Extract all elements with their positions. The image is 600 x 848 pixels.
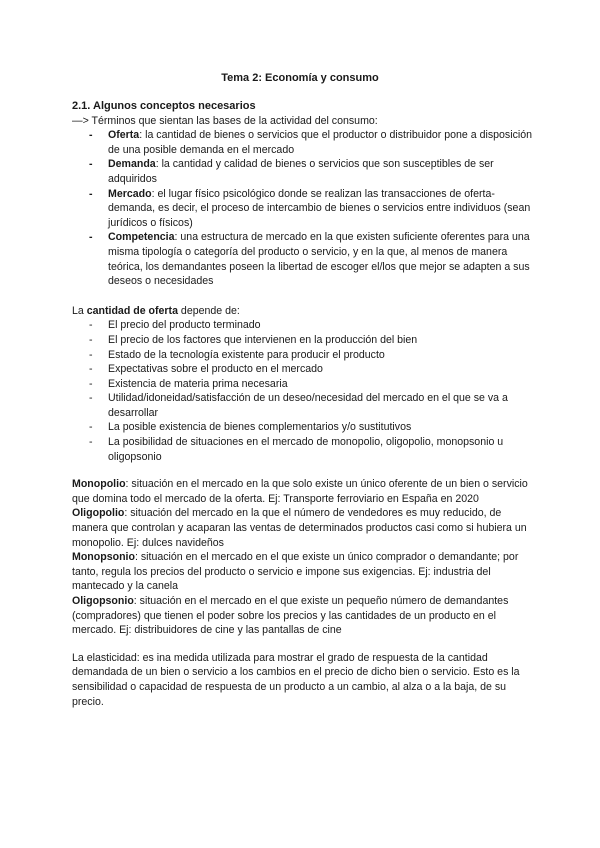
list-item: - El precio del producto terminado [72, 318, 532, 333]
list-item: - Estado de la tecnología existente para producir el producto [72, 348, 532, 363]
list-item: - La posible existencia de bienes complementarios y/o sustitutivos [72, 420, 532, 435]
term-name: Oferta [108, 129, 140, 142]
elasticidad-paragraph: La elasticidad: es ina medida utilizada para mostrar el grado de respuesta de la cantidad demandada de un bien o servicio a los cambios en el precio de dicho bien o servicio. Esto es la sensibilidad o capacidad de respuesta de un producto a un cambio, al alza o a la baja, de su precio. [72, 651, 520, 708]
term-name: Mercado [108, 187, 152, 200]
list-item: - Existencia de materia prima necesaria [72, 377, 532, 392]
term-text: : la cantidad y calidad de bienes o servicios que son susceptibles de ser adquiridos [108, 158, 494, 185]
term-name: Demanda [108, 158, 156, 171]
term-text: : una estructura de mercado en la que existen suficiente oferentes para una misma tipología o categoría del producto o servicio, y en la que, al menos de manera teórica, los demandantes poseen la libertad de escoger el/los que mejor se adapten a sus deseos o necesidades [108, 231, 530, 288]
section-heading: 2.1. Algunos conceptos necesarios [72, 100, 256, 112]
list-item: - Utilidad/idoneidad/satisfacción de un deseo/necesidad del mercado en el que se va a desarrollar [72, 391, 532, 420]
definition-term: Monopolio [72, 478, 126, 491]
oferta-lead-text: La [72, 304, 87, 317]
oferta-lead [72, 304, 532, 319]
term-text: : el lugar físico psicológico donde se realizan las transacciones de oferta-demanda, es decir, el proceso de intercambio de bienes o servicios entre individuos (sean jurídicos o físicos) [108, 187, 531, 229]
definition-text: : situación en el mercado en el que existe un único comprador o demandante; por tanto, regula los precios del producto o servicio e impone sus exigencias. Ej: industria del mantecado y la canela [72, 551, 519, 593]
list-item: - La posibilidad de situaciones en el mercado de monopolio, oligopolio, monopsonio u oligopsonio [72, 435, 532, 464]
oferta-tail-text: depende de: [177, 304, 240, 317]
definition-term: Oligopsonio [72, 595, 134, 607]
term-item [72, 187, 532, 231]
definition-text: : situación en el mercado en el que existe un pequeño número de demandantes (compradores) que tienen el poder sobre los precios y las cantidades de un producto en el mercado. Ej: distribuidores de cine y las pantallas de cine [72, 595, 509, 637]
definition-text: : situación en el mercado en la que solo existe un único oferente de un bien o servicio que domina todo el mercado de la oferta. Ej: Transporte ferroviario en España en 2020 [72, 478, 528, 505]
definition-paragraph [72, 550, 532, 594]
document-body [72, 99, 532, 709]
definition-paragraph [72, 506, 532, 550]
list-item: - El precio de los factores que intervienen en la producción del bien [72, 333, 532, 348]
term-item [72, 157, 532, 186]
term-item [72, 230, 532, 288]
definition-paragraph [72, 594, 532, 638]
oferta-factors-list [72, 318, 532, 464]
section-intro: —> Términos que sientan las bases de la actividad del consumo: [72, 114, 378, 127]
term-text: : la cantidad de bienes o servicios que el productor o distribuidor pone a disposición de una posible demanda en el mercado [108, 129, 532, 156]
term-name: Competencia [108, 231, 175, 244]
list-item: - Expectativas sobre el producto en el mercado [72, 362, 532, 377]
definition-term: Oligopolio [72, 507, 125, 520]
terms-list [72, 128, 532, 289]
term-item [72, 128, 532, 157]
definition-paragraph [72, 477, 532, 506]
oferta-bold-text: cantidad de oferta [86, 304, 178, 317]
definition-text: : situación del mercado en la que el número de vendedores es muy reducido, de manera que controlan y acaparan las ventas de determinados productos casi como si hubiera un monopolio. Ej: dulces navideños [72, 507, 527, 549]
page-title: Tema 2: Economía y consumo [221, 72, 379, 84]
definition-term: Monopsonio [72, 551, 135, 564]
